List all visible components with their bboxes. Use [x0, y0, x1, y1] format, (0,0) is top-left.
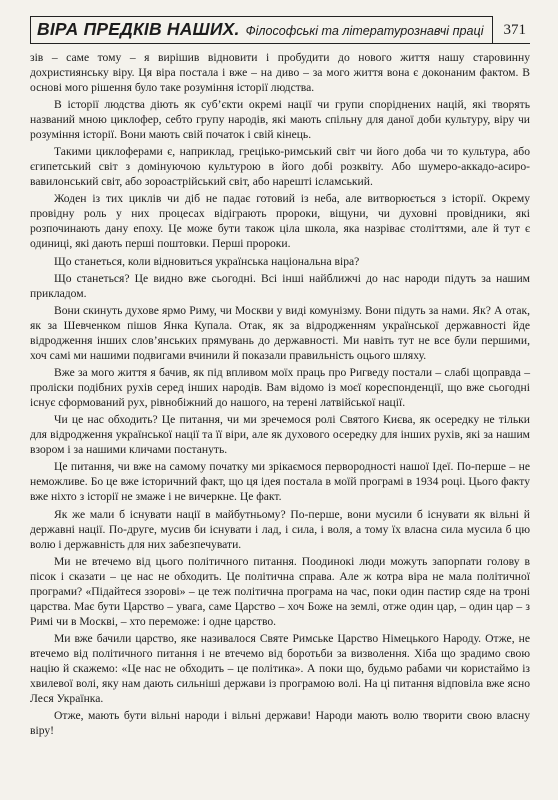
running-header	[30, 13, 530, 44]
paragraph: Ми не втечемо від цього політичного питання. Поодинокі люди можуть запорпати голову в пісок і сказати – це нас не обходить. Це політична справа. Але ж котра віра не мала політичної програми? «Підайтеся ззорові» – це теж політична програма на час, поки один пастир сяде на троні царства. Має бути Царство – увага, саме Царство – хоч Боже на землі, отже один цар, – один цар – з Римі чи в Москві, – хто переможе: і одне царство.	[30, 554, 530, 628]
paragraph: зів – саме тому – я вирішив відновити і пробудити до нового життя нашу старовинну дохристиянську віру. Ця віра постала і вже – на диво – за мого життя вона є доконаним фактом. В основі мого рішення було таке розуміння історії людства.	[30, 51, 530, 94]
paragraph: Ми вже бачили царство, яке називалося Святе Римське Царство Німецького Народу. Отже, не втечемо від політичного питання і не втечемо від боротьби за визволення. Хіба що зрадимо свою націю й скажемо: «Це нас не обходить – це політика». А поки що, будьмо рабами чи користаймо із хвилевої волі, яку нам дають сильніші держави із програмою волі. На ці питання відповіла вже ясно Леся Українка.	[30, 631, 530, 705]
book-title: ВІРА ПРЕДКІВ НАШИХ.	[37, 19, 240, 39]
paragraph: Такими циклоферами є, наприклад, греціько-римський світ чи його доба чи то культура, або єгипетський світ з домінуючою культурою в його добі розквіту. Або шумеро-аккадо-асиро-вавилонський світ, або зороастрійський світ, або нарешті ісламський.	[30, 145, 530, 189]
paragraph: Як же мали б існувати нації в майбутньому? По-перше, вони мусили б існувати як вільні й державні нації. По-друге, мусив би існувати і лад, і сила, і воля, а тому їх власна сила мусила б цю волю і державність для них забезпечувати.	[30, 507, 530, 551]
paragraph: Вже за мого життя я бачив, як під впливом моїх праць про Ригведу постали – слабі щоправда – проліски подібних рухів серед інших народів. Вам відомо із моєї кореспонденції, що вже сьогодні існує сформований рух, рівнобіжний до нашого, на терені латвійської нації.	[30, 366, 530, 410]
book-subtitle: Філософські та літературознавчі праці	[245, 24, 484, 38]
paragraph: Що станеться, коли відновиться українська національна віра?	[54, 254, 360, 268]
paragraph: В історії людства діють як суб’єкти окремі нації чи групи споріднених націй, які творять названий мною циклофер, себто групу народів, які мають спільну для даної доби культуру, віру чи розуміння історії. Вони мають свій початок і свій кінець.	[30, 98, 530, 142]
paragraph: Отже, мають бути вільні народи і вільні держави! Народи мають волю творити свою власну віру!	[30, 708, 530, 737]
paragraph: Що станеться? Це видно вже сьогодні. Всі інші найближчі до нас народи підуть за нашим прикладом.	[30, 271, 530, 300]
paragraph: Жоден із тих циклів чи діб не падає готовий із неба, але витворюється з історії. Окрему провідну роль у них процесах відіграють пророки, віщуни, чи духовні провідники, які розпочинають дану епоху. Це може бути також ціла школа, яка назріває століттями, але й тут є одиниці, які дають перші поштовки. Перші пророки.	[30, 192, 530, 251]
body-text	[30, 51, 530, 739]
page-number: 371	[503, 22, 526, 38]
paragraph: Вони скинуть духове ярмо Риму, чи Москви у виді комунізму. Вони підуть за нами. Як? А отак, як за Шевченком пішов Янка Купала. Отак, як за відродженням української державності йде відродження інших слов’янських прямувань до державності. Ми навіть тут не все були першими, хоч самі ми нашими подвигами вчинили й показали правильність оцього шляху.	[30, 304, 530, 362]
header-title-box	[30, 16, 493, 43]
paragraph: Чи це нас обходить? Це питання, чи ми зречемося ролі Святого Києва, як осередку не тільки для відродження української нації та її віри, але як духового осередку для інших рухів, які за нашим взором і за нашими кличами постануть.	[30, 413, 530, 457]
paragraph: Це питання, чи вже на самому початку ми зрікаємося первородності нашої Ідеї. По-перше – не неможливе. Бо це вже історичний факт, що ця ідея постала в моїй програмі в 1934 році. Цього факту вже ніхто з історії не змаже і не вичеркне. Це факт.	[30, 460, 530, 504]
